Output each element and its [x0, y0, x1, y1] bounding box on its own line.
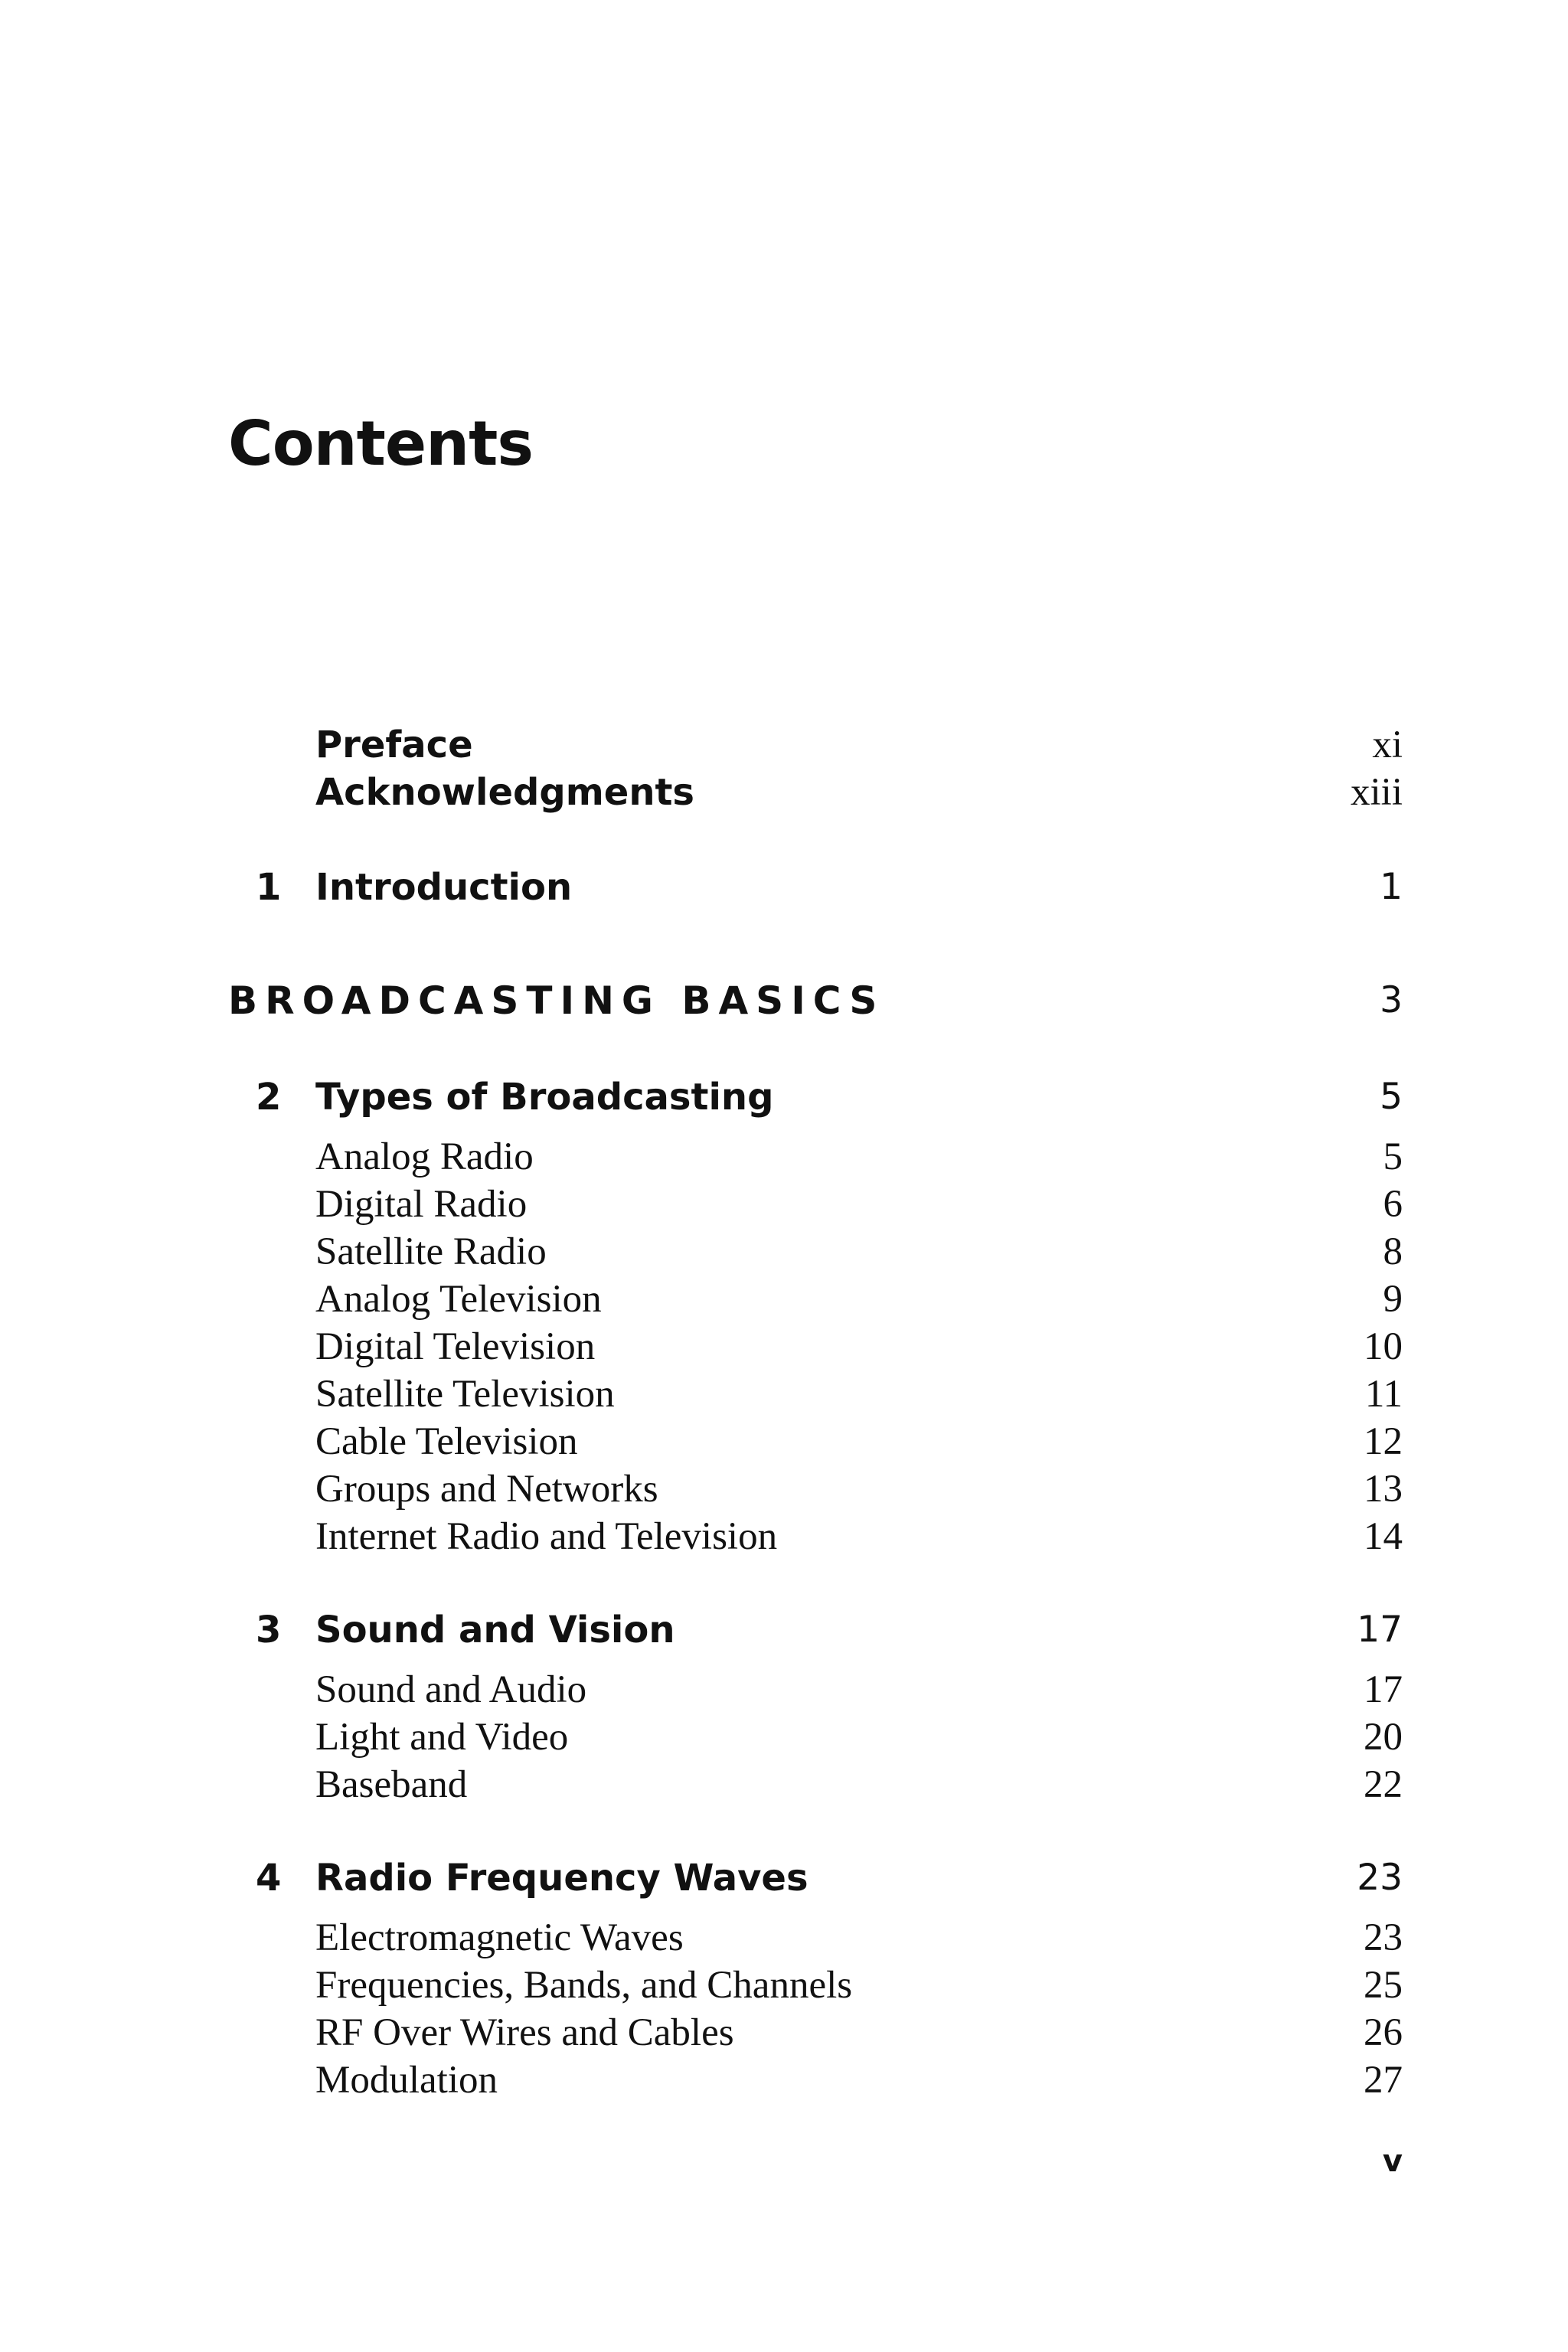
toc-section[interactable] — [228, 1465, 1403, 1513]
toc-section[interactable] — [228, 1323, 1403, 1370]
toc-chapter-4[interactable] — [228, 1854, 1403, 1902]
folio-page-number: v — [1382, 2144, 1403, 2179]
toc-entry-preface[interactable] — [228, 721, 1403, 769]
toc-part-heading[interactable] — [228, 977, 1403, 1024]
toc-section[interactable] — [228, 1181, 1403, 1228]
entry-page: xiii — [1350, 771, 1403, 814]
section-page: 23 — [1364, 1916, 1403, 1959]
section-title: Groups and Networks — [315, 1468, 658, 1511]
toc-section[interactable] — [228, 1418, 1403, 1465]
toc-chapter-1[interactable] — [228, 864, 1403, 911]
section-title: Modulation — [315, 2059, 498, 2102]
section-title: Cable Television — [315, 1420, 578, 1463]
toc-section[interactable] — [228, 1276, 1403, 1323]
toc-chapter-3[interactable] — [228, 1606, 1403, 1654]
section-title: Electromagnetic Waves — [315, 1916, 684, 1959]
chapter-page: 5 — [1380, 1076, 1403, 1118]
section-title: Frequencies, Bands, and Channels — [315, 1964, 853, 2007]
toc-section[interactable] — [228, 2056, 1403, 2104]
section-page: 17 — [1364, 1668, 1403, 1711]
toc-section[interactable] — [228, 1914, 1403, 1962]
chapter-page: 1 — [1380, 866, 1403, 908]
section-page: 20 — [1364, 1716, 1403, 1759]
toc-section[interactable] — [228, 1713, 1403, 1761]
chapter-title: Radio Frequency Waves — [315, 1857, 808, 1900]
section-title: Light and Video — [315, 1716, 569, 1759]
section-page: 14 — [1364, 1515, 1403, 1558]
section-page: 8 — [1383, 1230, 1403, 1273]
section-title: Sound and Audio — [315, 1668, 587, 1711]
toc-entry-acknowledgments[interactable] — [228, 769, 1403, 816]
chapter-number: 4 — [256, 1857, 282, 1900]
section-title: Analog Radio — [315, 1135, 534, 1178]
section-title: Analog Television — [315, 1278, 602, 1321]
section-title: Satellite Television — [315, 1373, 615, 1416]
toc-section[interactable] — [228, 1513, 1403, 1560]
part-page: 3 — [1380, 979, 1403, 1021]
chapter-title: Types of Broadcasting — [315, 1076, 774, 1119]
chapter-number: 1 — [256, 866, 282, 909]
toc-section[interactable] — [228, 1228, 1403, 1276]
chapter-page: 23 — [1357, 1857, 1403, 1899]
entry-page: xi — [1372, 724, 1403, 766]
section-page: 26 — [1364, 2011, 1403, 2054]
toc-section[interactable] — [228, 1370, 1403, 1418]
toc-section[interactable] — [228, 2009, 1403, 2056]
section-page: 13 — [1364, 1468, 1403, 1511]
section-title: Digital Television — [315, 1325, 596, 1368]
entry-title: Preface — [315, 724, 473, 766]
section-title: RF Over Wires and Cables — [315, 2011, 734, 2054]
section-title: Internet Radio and Television — [315, 1515, 778, 1558]
entry-title: Acknowledgments — [315, 771, 694, 814]
chapter-number: 2 — [256, 1076, 282, 1119]
page-title: Contents — [228, 408, 533, 479]
section-page: 6 — [1383, 1183, 1403, 1226]
section-page: 10 — [1364, 1325, 1403, 1368]
section-page: 25 — [1364, 1964, 1403, 2007]
toc-section[interactable] — [228, 1133, 1403, 1181]
section-page: 27 — [1364, 2059, 1403, 2102]
toc-section[interactable] — [228, 1666, 1403, 1713]
part-title: BROADCASTING BASICS — [228, 978, 885, 1023]
chapter-title: Introduction — [315, 866, 573, 909]
chapter-number: 3 — [256, 1609, 282, 1651]
section-page: 5 — [1383, 1135, 1403, 1178]
toc-chapter-2[interactable] — [228, 1073, 1403, 1121]
toc-section[interactable] — [228, 1962, 1403, 2009]
chapter-title: Sound and Vision — [315, 1609, 675, 1651]
section-title: Baseband — [315, 1763, 468, 1806]
toc-section[interactable] — [228, 1761, 1403, 1808]
section-page: 9 — [1383, 1278, 1403, 1321]
section-title: Satellite Radio — [315, 1230, 547, 1273]
section-page: 22 — [1364, 1763, 1403, 1806]
section-page: 12 — [1364, 1420, 1403, 1463]
section-page: 11 — [1364, 1373, 1403, 1416]
chapter-page: 17 — [1357, 1609, 1403, 1651]
section-title: Digital Radio — [315, 1183, 528, 1226]
